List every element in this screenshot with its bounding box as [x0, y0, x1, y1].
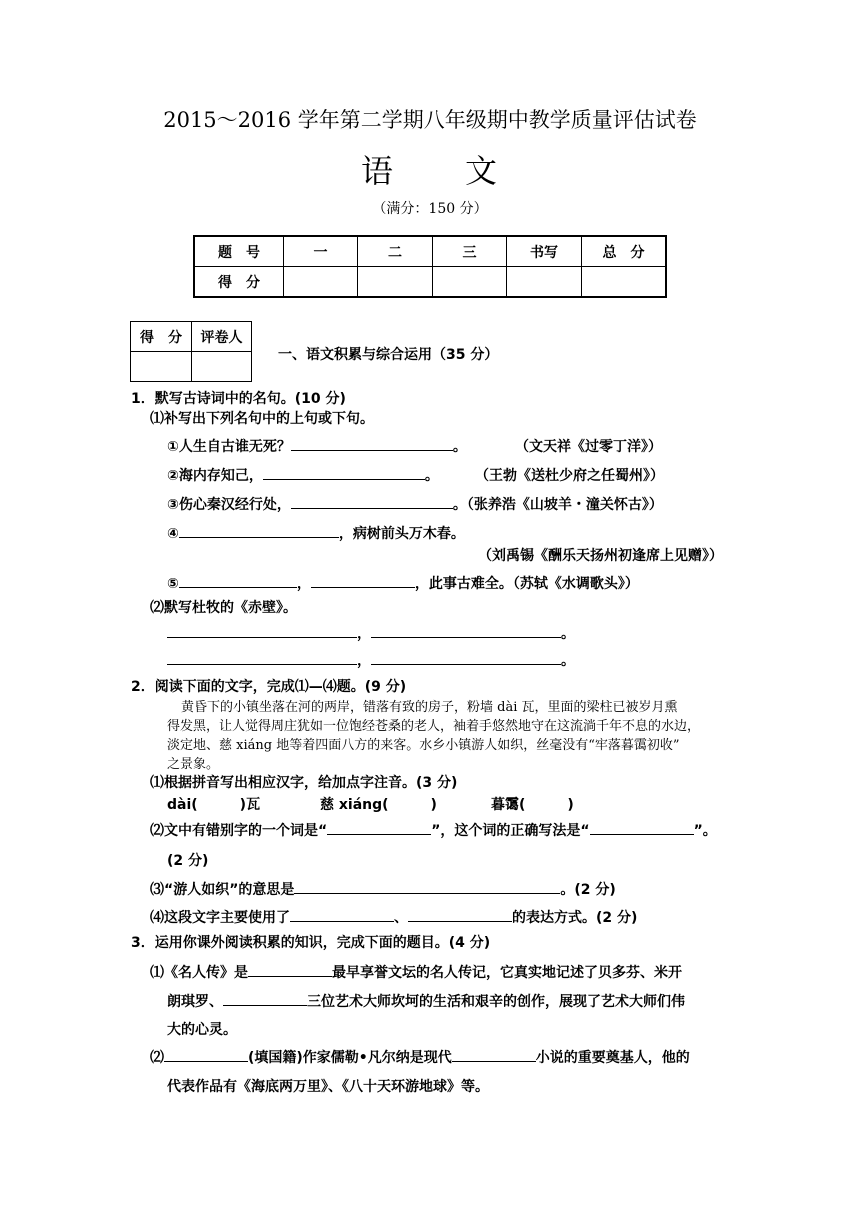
q3-p2-text-c: 小说的重要奠基人，他的: [535, 1050, 690, 1066]
punct: ，: [357, 653, 371, 669]
subject-title: [0, 146, 860, 192]
q1-line-4: [167, 523, 465, 543]
answer-blank[interactable]: [327, 820, 431, 835]
q1-sub2: ⑵默写杜牧的《赤壁》。: [150, 600, 297, 616]
q3-p1-text-a: ⑴《名人传》是: [150, 965, 248, 981]
answer-blank[interactable]: [291, 494, 453, 509]
q2-sub3-score: 。(2 分): [560, 882, 616, 898]
score-input-cell[interactable]: [507, 267, 582, 298]
q2-sub2-text-a: ⑵文中有错别字的一个词是“: [150, 823, 328, 839]
answer-blank[interactable]: [179, 573, 297, 588]
q1-line-2: [167, 465, 439, 485]
answer-blank[interactable]: [167, 623, 357, 638]
q2-sub1-item[interactable]: dài( )瓦: [167, 797, 261, 813]
punct: 。: [424, 468, 439, 484]
score-header-cell: 一: [284, 236, 358, 267]
punct: ，: [296, 576, 311, 592]
q2-sub3-text: ⑶“游人如织”的意思是: [150, 882, 295, 898]
grader-name-label: 评卷人: [192, 322, 252, 352]
q1-line-1-source: （文天祥《过零丁洋》）: [515, 439, 662, 455]
q3-p2-text-a: ⑵: [150, 1050, 164, 1066]
q1-line-4-source: （刘禹锡《酬乐天扬州初逢席上见赠》）: [478, 548, 723, 564]
full-mark: （满分：150 分）: [372, 201, 488, 217]
score-input-cell[interactable]: [284, 267, 358, 298]
q1-sub1: ⑴补写出下列名句中的上句或下句。: [150, 411, 374, 427]
grader-table: [130, 321, 252, 382]
answer-blank[interactable]: [371, 623, 561, 638]
passage-line: 之景象。: [167, 757, 220, 772]
answer-blank[interactable]: [164, 1047, 248, 1062]
punct: 。: [561, 653, 575, 669]
q1-title: 1．默写古诗词中的名句。(10 分): [131, 391, 346, 407]
q1-chibi-line-1: [167, 623, 575, 643]
circled-5: ⑤: [167, 576, 179, 592]
q2-sub2: [150, 820, 717, 840]
q3-title: 3．运用你课外阅读积累的知识，完成下面的题目。(4 分): [131, 935, 491, 951]
answer-blank[interactable]: [167, 650, 357, 665]
q2-sub1-item[interactable]: 慈 xiáng( ): [320, 797, 437, 813]
q2-sub2-score: (2 分): [167, 853, 209, 869]
q1-line-3-source: 。（张养浩《山坡羊・潼关怀古》）: [452, 497, 663, 513]
answer-blank[interactable]: [311, 573, 415, 588]
grader-score-cell[interactable]: [131, 352, 192, 382]
q2-sub1: ⑴根据拼音写出相应汉字，给加点字注音。(3 分): [150, 775, 458, 791]
q2-sub1-item[interactable]: 暮霭( ): [491, 797, 574, 813]
score-table: [193, 235, 667, 298]
circled-4: ④: [167, 526, 179, 542]
subject-char-2: 文: [465, 152, 500, 190]
answer-blank[interactable]: [408, 907, 512, 922]
q1-line-5-text: ，此事古难全。（苏轼《水调歌头》）: [414, 576, 639, 592]
q1-line-5: [167, 573, 639, 593]
q1-line-3-text: ③伤心秦汉经行处，: [167, 497, 291, 513]
answer-blank[interactable]: [179, 523, 339, 538]
q3-p1-line3: 大的心灵。: [167, 1022, 237, 1038]
q3-p2-text-b: (填国籍)作家儒勒•凡尔纳是现代: [248, 1050, 452, 1066]
q1-line-2-source: （王勃《送杜少府之任蜀州》）: [475, 468, 664, 484]
score-header-cell: 总 分: [582, 236, 667, 267]
q1-chibi-line-2: [167, 650, 575, 670]
q1-line-3: [167, 494, 663, 514]
punct: 、: [394, 910, 408, 926]
q2-sub4: [150, 907, 637, 927]
q1-line-1: [167, 436, 467, 456]
q2-sub4-text: ⑷这段文字主要使用了: [150, 910, 290, 926]
q3-p1-text-c: 朗琪罗、: [167, 994, 223, 1010]
q2-sub3: [150, 879, 616, 899]
section-1-title: 一、语文积累与综合运用（35 分）: [278, 347, 499, 363]
answer-blank[interactable]: [294, 879, 560, 894]
q3-p2-line2: 代表作品有《海底两万里》、《八十天环游地球》等。: [167, 1079, 489, 1095]
q3-p2-line1: [150, 1047, 690, 1067]
answer-blank[interactable]: [223, 991, 307, 1006]
punct: ，: [357, 626, 371, 642]
q3-p1-text-b: 最早享誉文坛的名人传记，它真实地记述了贝多芬、米开: [332, 965, 682, 981]
score-header-cell: 书写: [507, 236, 582, 267]
q1-line-4-text: ，病树前头万木春。: [338, 526, 465, 542]
score-header-cell: 三: [433, 236, 507, 267]
answer-blank[interactable]: [263, 465, 425, 480]
punct: 。: [561, 626, 575, 642]
grader-name-cell[interactable]: [192, 352, 252, 382]
answer-blank[interactable]: [248, 962, 332, 977]
answer-blank[interactable]: [291, 436, 453, 451]
answer-blank[interactable]: [290, 907, 394, 922]
answer-blank[interactable]: [452, 1047, 536, 1062]
grader-score-label: 得 分: [131, 322, 192, 352]
q3-p1-text-d: 三位艺术大师坎坷的生活和艰辛的创作，展现了艺术大师们伟: [307, 994, 685, 1010]
punct: 。: [452, 439, 467, 455]
passage-line: 黄昏下的小镇坐落在河的两岸，错落有致的房子，粉墙 dài 瓦，里面的梁柱已被岁月熏: [181, 700, 678, 715]
subject-char-1: 语: [360, 152, 395, 190]
q2-title: 2．阅读下面的文字，完成⑴—⑷题。(9 分): [131, 679, 407, 695]
passage-line: 淡定地、慈 xiáng 地等着四面八方的来客。水乡小镇游人如织，丝毫没有“牢落暮霭初收”: [167, 738, 680, 753]
q2-sub2-text-c: ”。: [693, 823, 717, 839]
score-row-label: 得 分: [194, 267, 284, 298]
score-input-cell[interactable]: [433, 267, 507, 298]
score-header-cell: 二: [358, 236, 433, 267]
score-header-cell: 题 号: [194, 236, 284, 267]
score-input-cell[interactable]: [358, 267, 433, 298]
q2-sub2-text-b: ”，这个词的正确写法是“: [431, 823, 590, 839]
q1-line-1-text: ①人生自古谁无死？: [167, 439, 291, 455]
answer-blank[interactable]: [371, 650, 561, 665]
q3-p1-line1: [150, 962, 682, 982]
q3-p1-line2: [167, 991, 685, 1011]
passage-line: 得发黑，让人觉得周庄犹如一位饱经苍桑的老人，袖着手悠然地守在这流淌千年不息的水边，: [167, 719, 701, 734]
q1-line-2-text: ②海内存知己，: [167, 468, 263, 484]
q2-sub4-score: 的表达方式。(2 分): [512, 910, 638, 926]
answer-blank[interactable]: [590, 820, 694, 835]
score-input-cell[interactable]: [582, 267, 667, 298]
exam-title: 2015～2016 学年第二学期八年级期中教学质量评估试卷: [163, 108, 697, 132]
